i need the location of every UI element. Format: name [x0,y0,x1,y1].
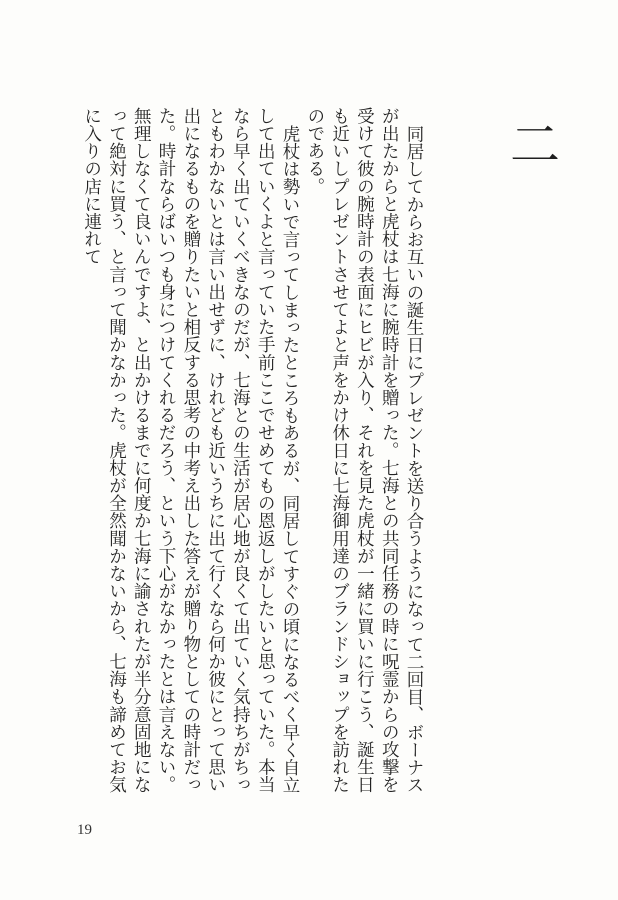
body-text [79,107,426,807]
paragraph: 同居してからお互いの誕生日にプレゼントを送り合うようになって二回目、ボーナスが出たからと虎杖は七海に腕時計を贈った。七海との共同任務の時に呪霊からの攻撃を受けて彼の腕時計の表面にヒビが入り、それを見た虎杖が一緒に買いに行こう、誕生日も近いしプレゼントさせてよと声をかけ休日に七海御用達のブランドショップを訪れたのである。 [304,107,424,794]
page-number: 19 [77,822,92,838]
paragraph: 虎杖は勢いで言ってしまったところもあるが、同居してすぐの頃になるべく早く自立して出ていくよと言っていた手前ここでせめてもの恩返しがしたいと思っていた。本当なら早く出ていくべきなのだが、七海との生活が居心地が良くて出ていく気持ちがちっともわかないとは言い出せずに、けれども近いうちに出て行くなら何か彼にとって思い出になるものを贈りたいと相反する思考の中考え出した答えが贈り物としての時計だった。時計ならばいつも身につけてくれるだろう、という下心がなかったとは言えない。無理しなくて良いんですよ、と出かけるまでに何度か七海に諭されたが半分意固地になって絶対に買う、と言って聞かなかった。虎杖が全然聞かないから、七海も諦めてお気に入りの店に連れて [81,107,301,794]
chapter-heading: 二 [502,118,560,168]
